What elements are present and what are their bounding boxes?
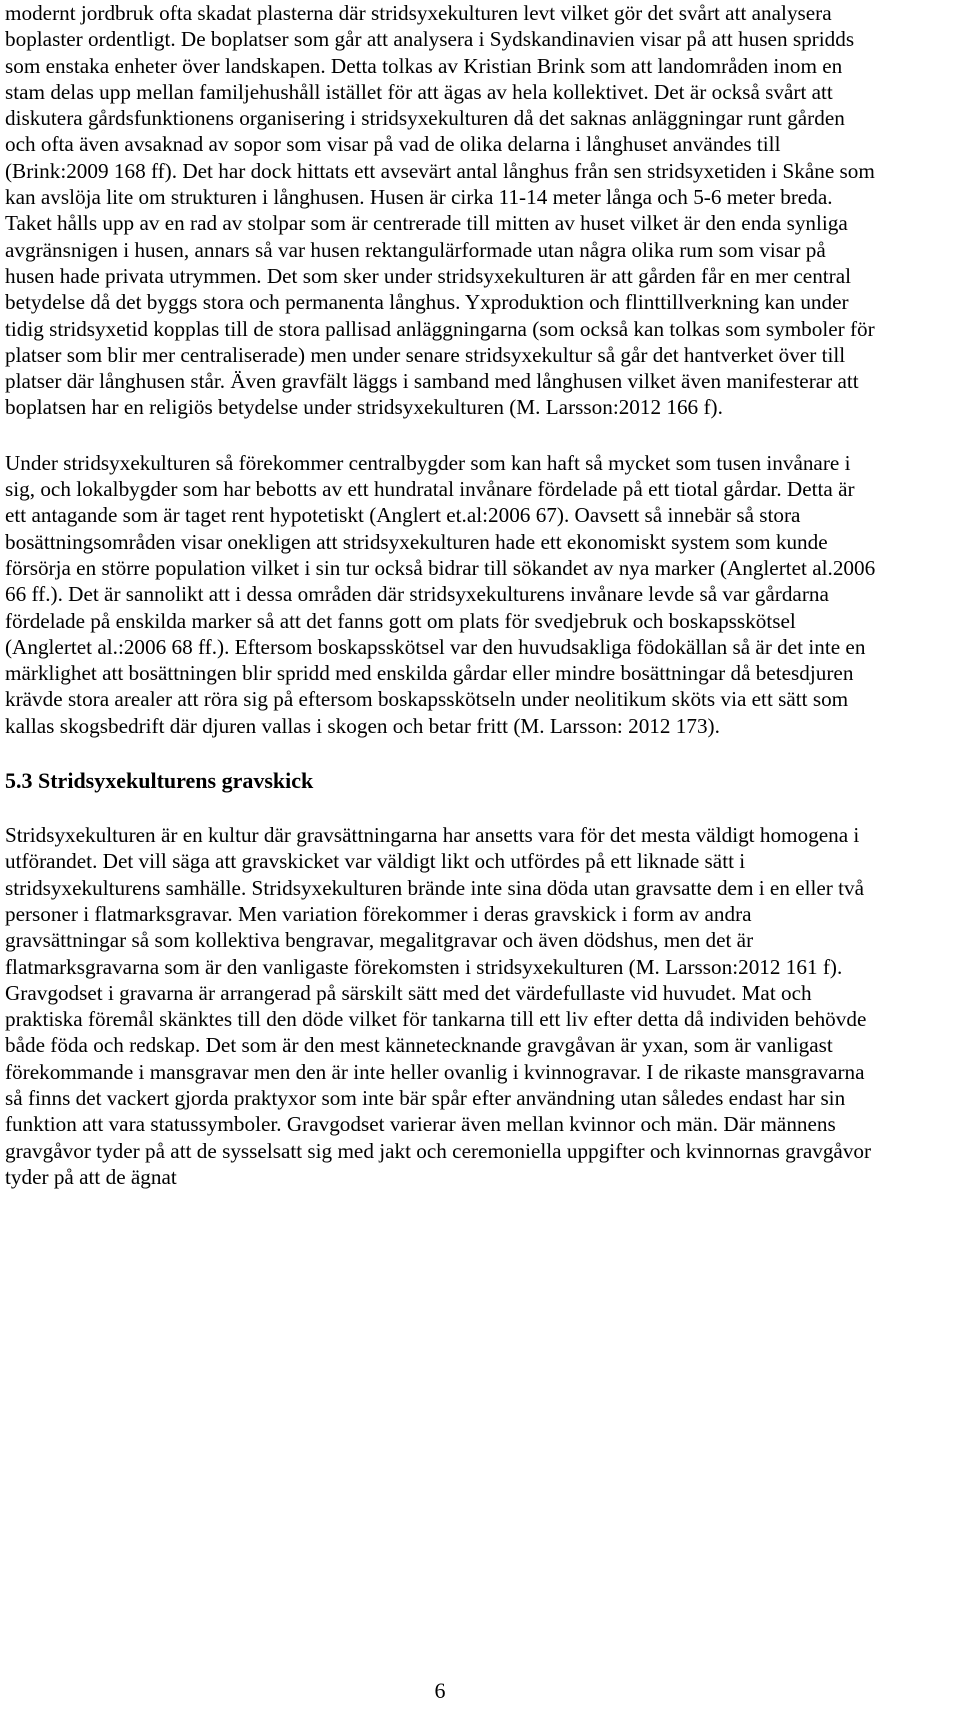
page-number: 6 (434, 1678, 446, 1703)
body-paragraph-1: modernt jordbruk ofta skadat plasterna där stridsyxekulturen levt vilket gör det svårt att analysera boplaster ordentligt. De boplatser som går att analysera i Sydskandinavien visar på att husen spridds som enstaka enheter över landskapen. Detta tolkas av Kristian Brink som att landområden inom en stam delas upp mellan familjehushåll istället för att ägas av hela kollektivet. Det är också svårt att diskutera gårdsfunktionens organisering i stridsyxekulturen då det saknas anläggningar runt gården och ofta även avsaknad av sopor som visar på vad de olika delarna i långhuset användes till (Brink:2009 168 ff). Det har dock hittats ett avsevärt antal långhus från sen stridsyxetiden i Skåne som kan avslöja lite om strukturen i långhusen. Husen är cirka 11-14 meter långa och 5-6 meter breda. Taket hålls upp av en rad av stolpar som är centrerade till mitten av huset vilket är den enda synliga avgränsnigen i husen, annars så var husen rektangulärformade utan några olika rum som visar på husen hade privata utrymmen. Det som sker under stridsyxekulturen är att gården får en mer central betydelse då det byggs stora och permanenta långhus. Yxproduktion och flinttillverkning kan under tidig stridsyxetid kopplas till de stora pallisad anläggningarna (som också kan tolkas som symboler för platser som blir mer centraliserade) men under senare stridsyxekultur så går det hantverket över till platser där långhusen står. Även gravfält läggs i samband med långhusen vilket även manifesterar att boplatsen har en religiös betydelse under stridsyxekulturen (M. Larsson:2012 166 f). (5, 1, 875, 420)
body-paragraph-2: Under stridsyxekulturen så förekommer centralbygder som kan haft så mycket som tusen invånare i sig, och lokalbygder som har bebotts av ett hundratal invånare fördelade på ett tiotal gårdar. Detta är ett antagande som är taget rent hypotetiskt (Anglert et.al:2006 67). Oavsett så innebär så stora bosättningsområden visar onekligen att stridsyxekulturen hade ett ekonomiskt system som kunde försörja en större population vilket i sin tur också bidrar till sökandet av nya marker (Anglertet al.2006 66 ff.). Det är sannolikt att i dessa områden där stridsyxekulturens invånare levde så var gårdarna fördelade på enskilda marker så att det fanns gott om plats för svedjebruk och boskapsskötsel (Anglertet al.:2006 68 ff.). Eftersom boskapsskötsel var den huvudsakliga födokällan så är det inte en märklighet att bosättningen blir spridd med enskilda gårdar eller mindre bosättningar då betesdjuren krävde stora arealer att röra sig på eftersom boskapsskötseln under neolitikum sköts via ett sätt som kallas skogsbedrift där djuren vallas i skogen och betar fritt (M. Larsson: 2012 173). (5, 450, 876, 738)
body-paragraph-3: Stridsyxekulturen är en kultur där gravsättningarna har ansetts vara för det mesta väldigt homogena i utförandet. Det vill säga att gravskicket var väldigt likt och utfördes på ett liknade sätt i stridsyxekulturens samhälle. Stridsyxekulturen brände inte sina döda utan gravsatte dem i en eller två personer i flatmarksgravar. Men variation förekommer i deras gravskick i form av andra gravsättningar så som kollektiva bengravar, megalitgravar och även dödshus, men det är flatmarksgravarna som är den vanligaste förekomsten i stridsyxekulturen (M. Larsson:2012 161 f). Gravgodset i gravarna är arrangerad på särskilt sätt med det värdefullaste vid huvudet. Mat och praktiska föremål skänktes till den döde vilket för tankarna till ett liv efter detta då individen behövde både föda och redskap. Det som är den mest kännetecknande gravgåvan är yxan, som är vanligast förekommande i mansgravar men den är inte heller ovanlig i kvinnogravar. I de rikaste mansgravarna så finns det vackert gjorda praktyxor som inte bär spår efter användning utan således endast har sin funktion att vara statussymboler. Gravgodset varierar även mellan kvinnor och män. Där männens gravgåvor tyder på att de sysselsatt sig med jakt och ceremoniella uppgifter och kvinnornas gravgåvor tyder på att de ägnat (5, 823, 872, 1189)
section-heading: 5.3 Stridsyxekulturens gravskick (5, 768, 314, 794)
document-body (5, 0, 877, 1190)
